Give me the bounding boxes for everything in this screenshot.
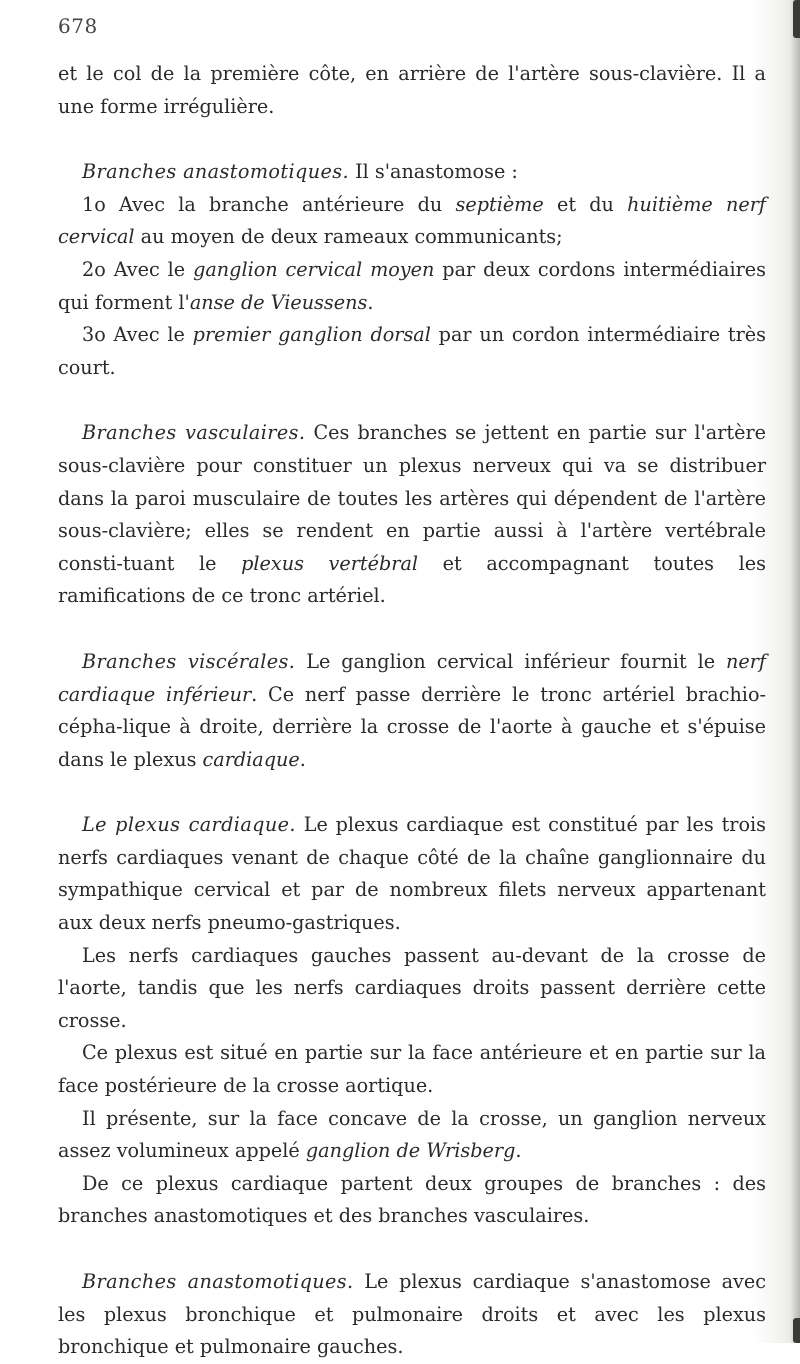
text-run: De ce plexus cardiaque partent deux groupes de branches : des branches anastomotiques et des branches vasculaires. bbox=[58, 1171, 766, 1228]
paragraph bbox=[58, 58, 766, 123]
text-run: Ce plexus est situé en partie sur la face antérieure et en partie sur la face postérieure de la crosse aortique. bbox=[58, 1041, 766, 1098]
section-heading: Branches anastomotiques. bbox=[82, 160, 349, 184]
text-run: et accompagnant toutes les ramifications de ce tronc artériel. bbox=[58, 551, 766, 608]
emphasis: septième bbox=[455, 192, 544, 216]
text-run: Ces branches se jettent en partie sur l'artère sous-clavière pour constituer un plexus nerveux qui va se distribuer dans la paroi musculaire de toutes les artères qui dépendent de l'artère sous-clavière; elles se rendent en partie aussi à l'artère vertébrale consti-tuant le bbox=[58, 421, 766, 575]
text-run: et du bbox=[543, 192, 628, 216]
paragraph bbox=[58, 646, 766, 776]
paragraph bbox=[58, 1103, 766, 1168]
text-run: 3o Avec le bbox=[82, 323, 193, 347]
paragraph bbox=[58, 940, 766, 1038]
text-run: 1o Avec la branche antérieure du bbox=[82, 192, 456, 216]
text-run: . Ce nerf passe derrière le tronc artériel brachio-cépha-lique à droite, derrière la crosse de l'aorte à gauche et s'épuise dans le plexus bbox=[58, 682, 766, 771]
text-run: Le plexus cardiaque s'anastomose avec les plexus bronchique et pulmonaire droits et avec les plexus bronchique et pulmonaire gauches. bbox=[58, 1270, 766, 1359]
text-run: Il présente, sur la face concave de la crosse, un ganglion nerveux assez volumineux appelé bbox=[58, 1106, 766, 1163]
emphasis: huitième nerf cervical bbox=[58, 192, 766, 249]
text-run: Il s'anastomose : bbox=[348, 160, 518, 184]
text-run: et le col de la première côte, en arrière de l'artère sous-clavière. Il a une forme irrégulière. bbox=[58, 62, 766, 118]
text-run: par un cordon intermédiaire très court. bbox=[58, 323, 767, 379]
section-heading: Branches vasculaires. bbox=[82, 421, 306, 445]
page-edge-mark bbox=[793, 0, 800, 38]
text-run: au moyen de deux rameaux communicants; bbox=[134, 225, 563, 249]
text-run: . bbox=[299, 747, 306, 771]
emphasis: ganglion de Wrisberg bbox=[305, 1139, 516, 1163]
text-run: Les nerfs cardiaques gauches passent au-devant de la crosse de l'aorte, tandis que les nerfs cardiaques droits passent derrière cette crosse. bbox=[58, 943, 766, 1032]
emphasis: cardiaque bbox=[202, 747, 300, 771]
section-heading: Le plexus cardiaque. bbox=[82, 813, 296, 837]
page-edge-shadow bbox=[790, 0, 800, 1343]
text-run: 2o Avec le bbox=[82, 257, 194, 281]
emphasis: plexus vertébral bbox=[241, 551, 419, 575]
paragraph bbox=[58, 417, 766, 613]
body-text bbox=[58, 58, 766, 1364]
section-heading: Branches anastomotiques. bbox=[82, 1270, 354, 1293]
list-item bbox=[58, 319, 766, 384]
text-run: par deux cordons intermédiaires qui forment l' bbox=[58, 257, 766, 314]
paragraph bbox=[58, 1037, 766, 1102]
page-edge-mark bbox=[793, 1318, 800, 1343]
emphasis: premier ganglion dorsal bbox=[192, 323, 431, 347]
paragraph bbox=[58, 809, 766, 939]
emphasis: nerf cardiaque inférieur bbox=[58, 649, 766, 706]
emphasis: ganglion cervical moyen bbox=[193, 257, 435, 281]
paragraph bbox=[58, 1266, 766, 1364]
page-number: 678 bbox=[58, 14, 98, 38]
text-run: . bbox=[367, 290, 374, 314]
text-run: Le ganglion cervical inférieur fournit le bbox=[295, 649, 726, 673]
section-heading: Branches viscérales. bbox=[82, 649, 296, 673]
paragraph bbox=[58, 1168, 766, 1233]
paragraph bbox=[58, 156, 766, 189]
text-run: Le plexus cardiaque est constitué par les trois nerfs cardiaques venant de chaque côté de la chaîne ganglionnaire du sympathique cervical et par de nombreux filets nerveux appartenant aux deux nerfs pneumo-gastriques. bbox=[58, 813, 766, 935]
list-item bbox=[58, 254, 766, 319]
emphasis: anse de Vieussens bbox=[189, 290, 368, 314]
text-run: . bbox=[515, 1139, 522, 1163]
list-item bbox=[58, 189, 766, 254]
